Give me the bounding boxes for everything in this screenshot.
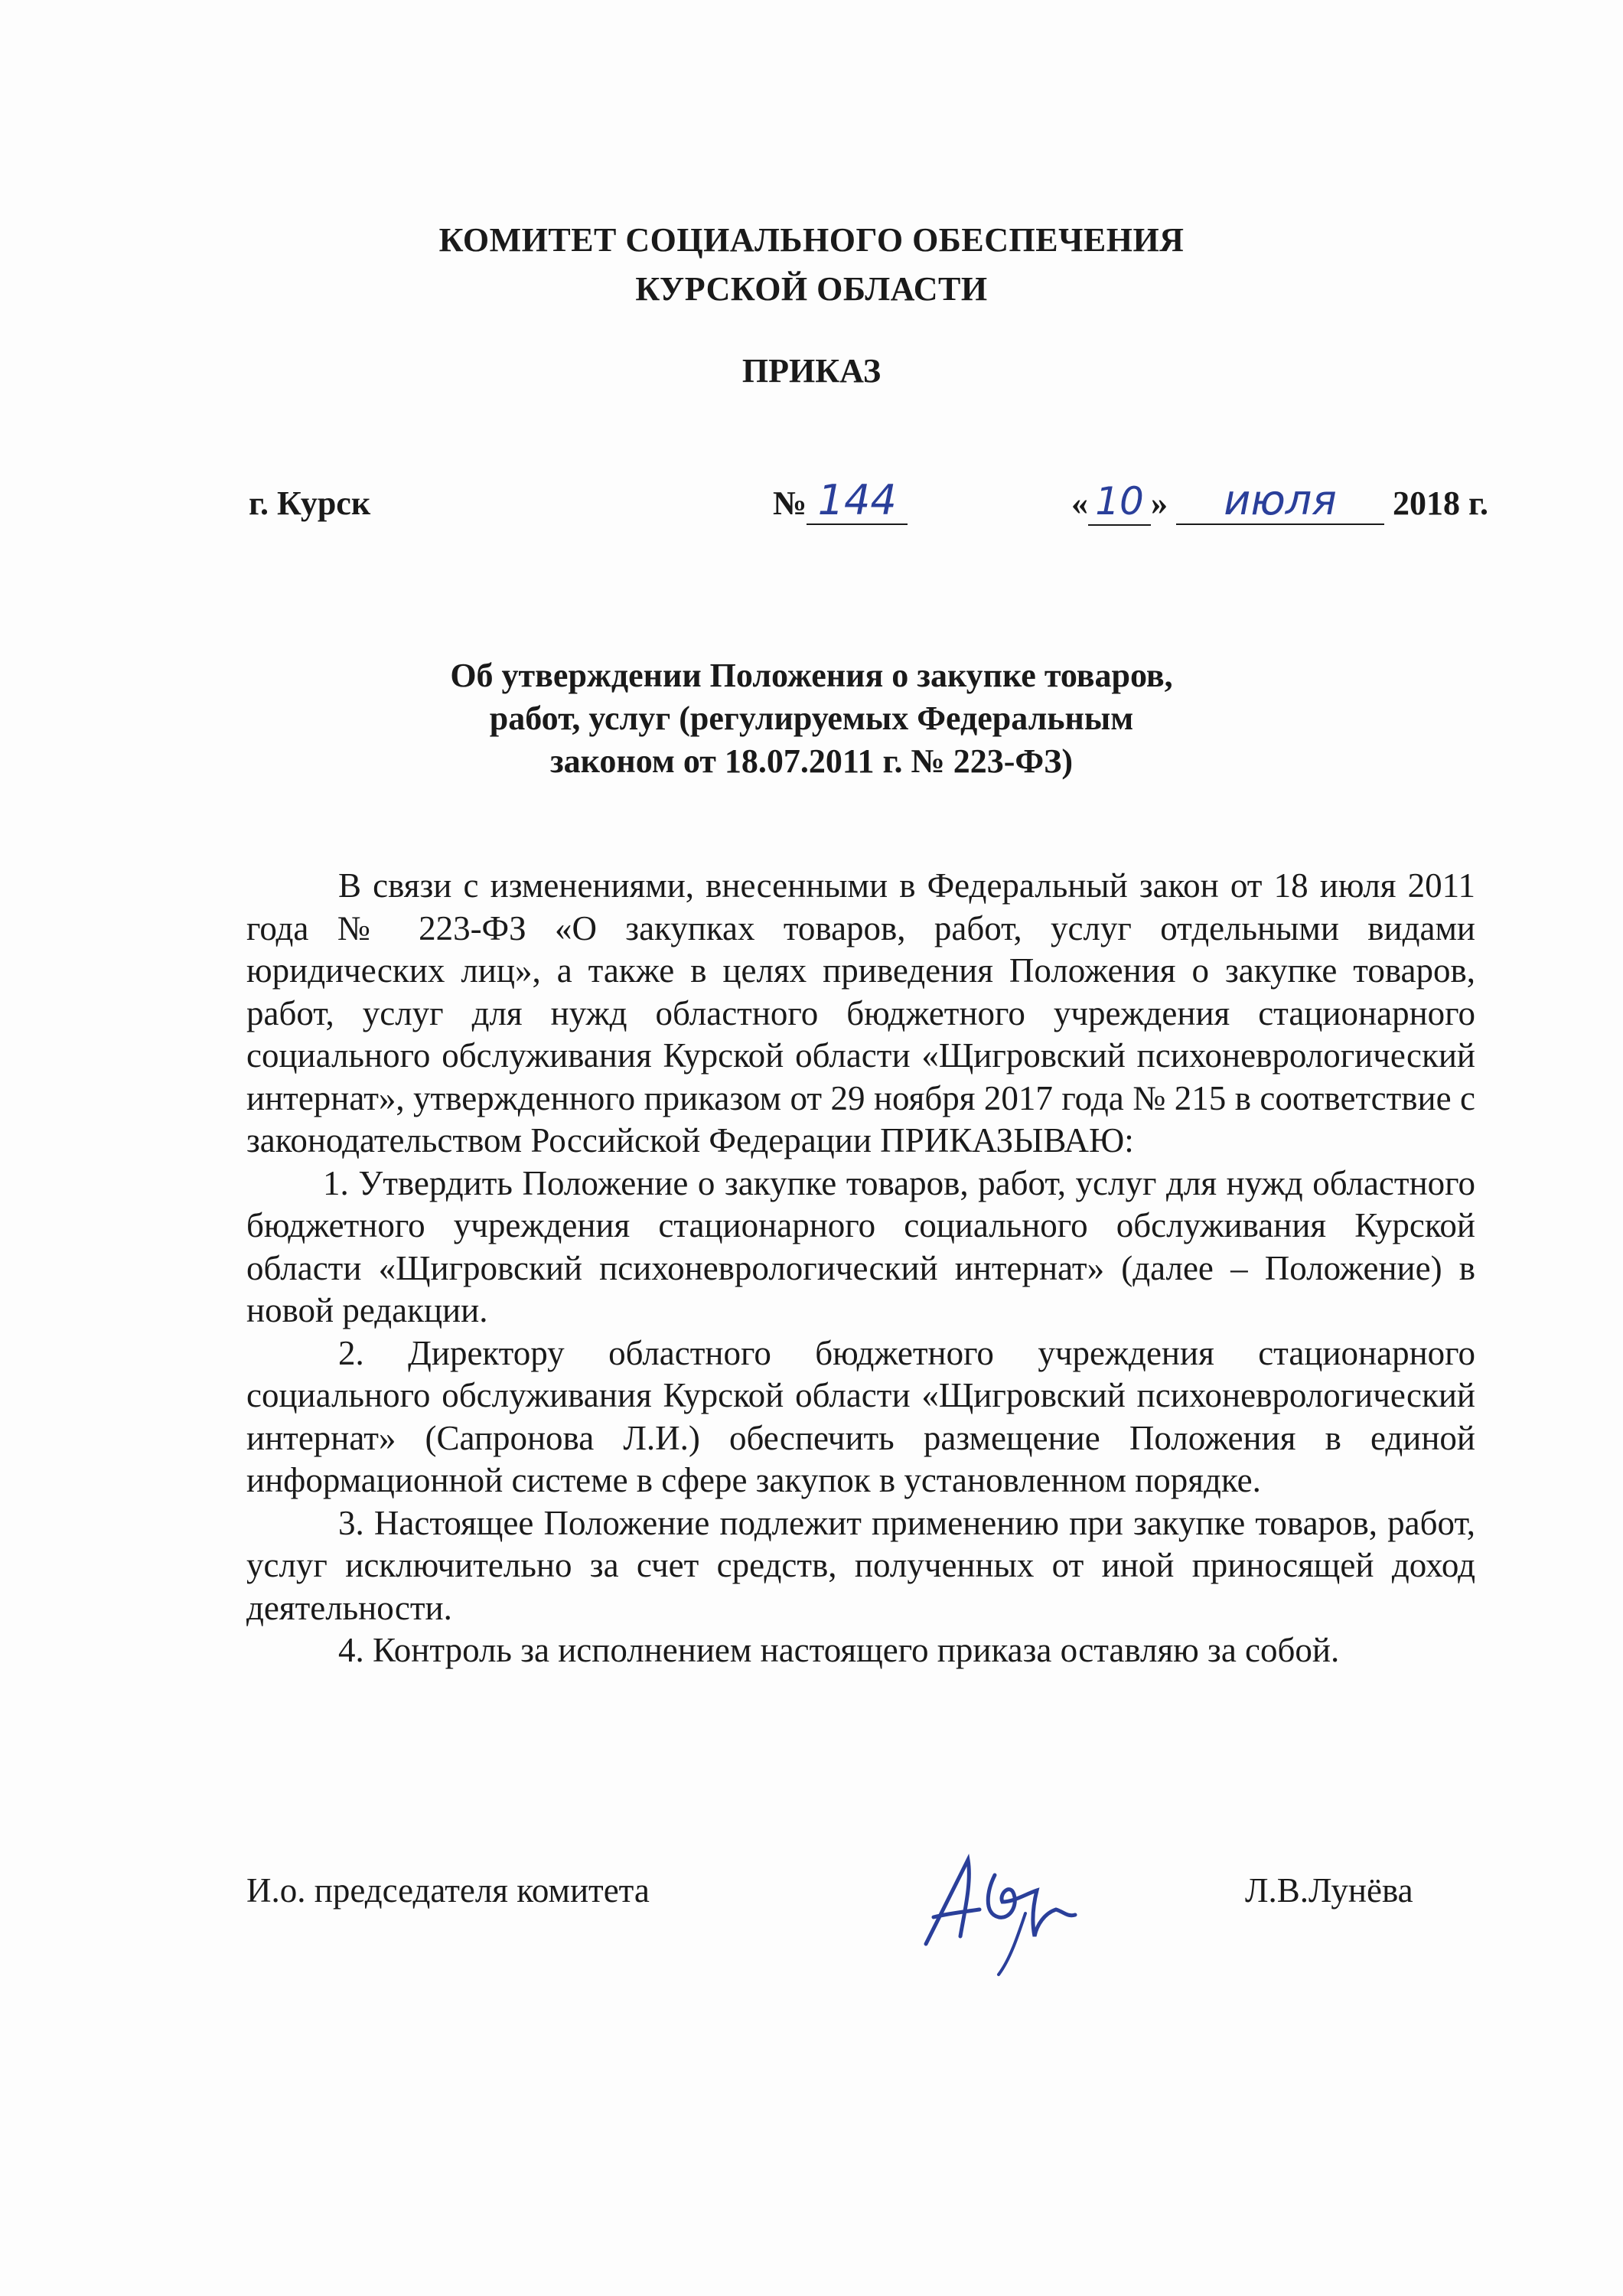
number-prefix: № bbox=[773, 484, 807, 522]
signatory-position: И.о. председателя комитета bbox=[246, 1871, 650, 1910]
subject-line-2: работ, услуг (регулируемых Федеральным bbox=[489, 700, 1134, 737]
handwritten-day: 10 bbox=[1088, 478, 1151, 526]
order-subject bbox=[0, 654, 1623, 783]
handwritten-number: 144 bbox=[807, 478, 908, 525]
order-item-2: 2. Директору областного бюджетного учреждения стационарного социального обслуживания Курской области «Щигровский психоневрологический интернат» (Сапронова Л.И.) обеспечить размещение Положения в единой информационной системе в сфере закупок в установленном порядке. bbox=[246, 1333, 1475, 1499]
org-line-2: КУРСКОЙ ОБЛАСТИ bbox=[635, 270, 988, 308]
preamble-paragraph: В связи с изменениями, внесенными в Федеральный закон от 18 июля 2011 года № 223-ФЗ «О закупках товаров, работ, услуг отдельными видами юридических лиц», а также в целях приведения Положения о закупке товаров, работ, услуг для нужд областного бюджетного учреждения стационарного социального обслуживания Курской области «Щигровский психоневрологический интернат», утвержденного приказом от 29 ноября 2017 года № 215 в соответствие с законодательством Российской Федерации ПРИКАЗЫВАЮ: bbox=[246, 866, 1475, 1159]
org-line-1: КОМИТЕТ СОЦИАЛЬНОГО ОБЕСПЕЧЕНИЯ bbox=[438, 221, 1185, 259]
organization-name bbox=[0, 216, 1623, 314]
city: г. Курск bbox=[249, 484, 371, 522]
order-title: ПРИКАЗ bbox=[741, 352, 882, 390]
order-number bbox=[773, 473, 908, 534]
subject-line-3: законом от 18.07.2011 г. № 223-ФЗ) bbox=[549, 742, 1074, 780]
handwritten-month: июля bbox=[1176, 478, 1384, 525]
date-year: 2018 г. bbox=[1393, 484, 1489, 522]
order-body bbox=[246, 865, 1475, 1672]
handwritten-signature bbox=[903, 1829, 1087, 1982]
order-date bbox=[1071, 473, 1488, 534]
order-item-4: 4. Контроль за исполнением настоящего приказа оставляю за собой. bbox=[338, 1631, 1340, 1669]
date-close-quote: » bbox=[1151, 484, 1168, 522]
order-item-1: 1. Утвердить Положение о закупке товаров, работ, услуг для нужд областного бюджетного учреждения стационарного социального обслуживания Курской области «Щигровский психоневрологический интернат» (далее – Положение) в новой редакции. bbox=[246, 1163, 1475, 1329]
order-item-3: 3. Настоящее Положение подлежит применению при закупке товаров, работ, услуг исключительно за счет средств, полученных от иной приносящей доход деятельности. bbox=[246, 1503, 1475, 1627]
signatory-name: Л.В.Лунёва bbox=[1245, 1871, 1413, 1910]
subject-line-1: Об утверждении Положения о закупке товаров, bbox=[450, 657, 1173, 694]
date-open-quote: « bbox=[1071, 484, 1088, 522]
